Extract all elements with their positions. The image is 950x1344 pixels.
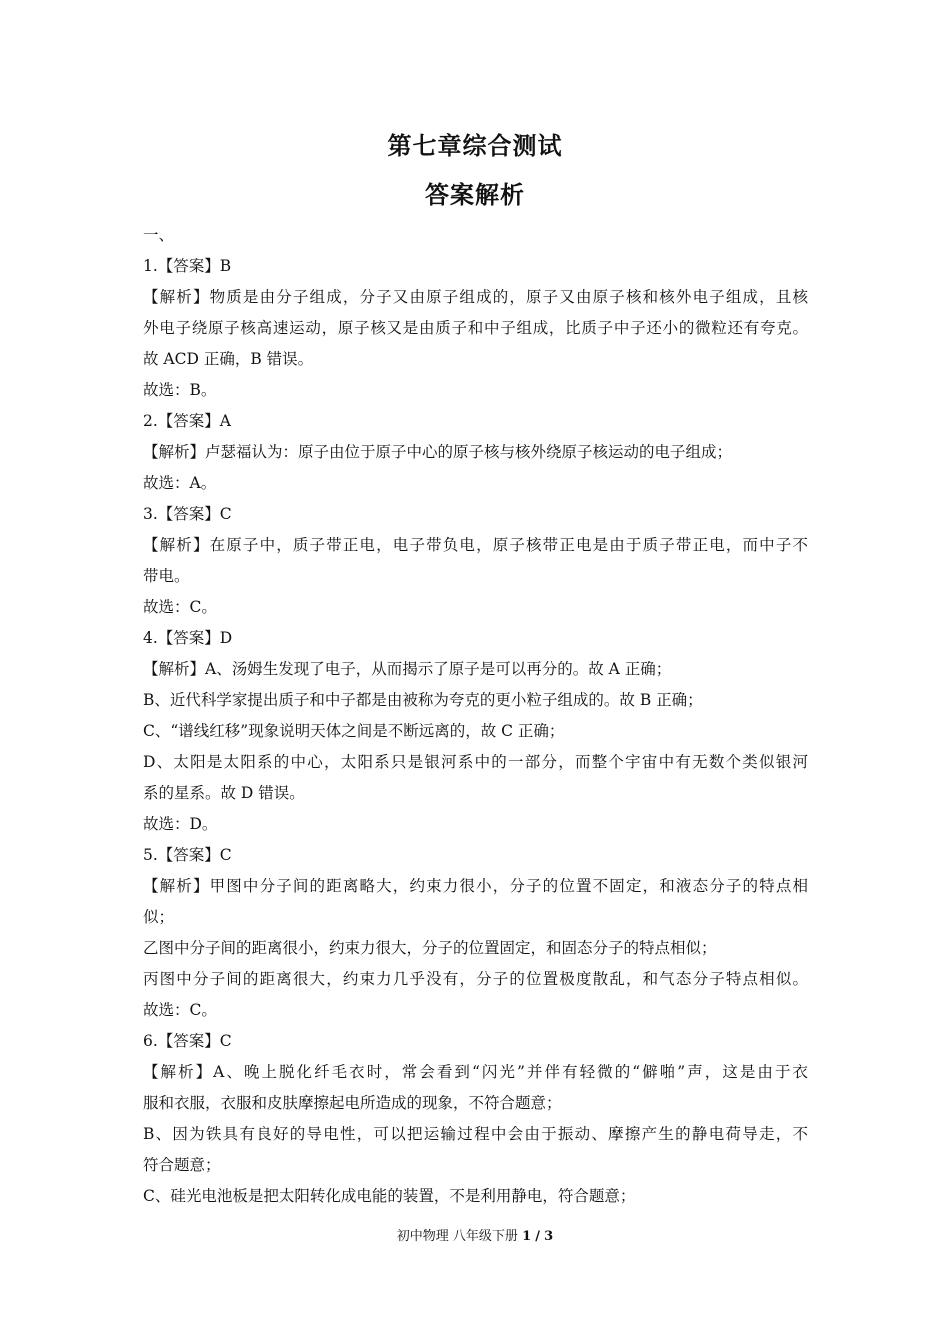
- text-line: 3.【答案】C: [143, 505, 232, 523]
- page-title: 第七章综合测试: [387, 132, 563, 160]
- text-line: 外电子绕原子核高速运动，原子核又是由质子和中子组成，比质子中子还小的微粒还有夸克。: [143, 319, 808, 337]
- page-footer: [0, 1225, 950, 1244]
- text-line: C、硅光电池板是把太阳转化成电能的装置，不是利用静电，符合题意；: [143, 1187, 636, 1205]
- text-line: 系的星系。故 D 错误。: [143, 784, 305, 802]
- text-line: B、因为铁具有良好的导电性，可以把运输过程中会由于振动、摩擦产生的静电荷导走，不: [143, 1125, 808, 1143]
- text-line: 故选：B。: [143, 381, 217, 399]
- text-line: 故 ACD 正确，B 错误。: [143, 350, 314, 368]
- text-line: 一、: [143, 226, 175, 244]
- text-line: 4.【答案】D: [143, 629, 233, 647]
- footer-page-number: 1: [522, 1229, 532, 1244]
- text-line: C、“谱线红移”现象说明天体之间是不断远离的，故 C 正确；: [143, 722, 565, 740]
- text-line: 故选：C。: [143, 598, 217, 616]
- text-line: 丙图中分子间的距离很大，约束力几乎没有，分子的位置极度散乱，和气态分子特点相似。: [143, 970, 808, 988]
- text-line: 2.【答案】A: [143, 412, 231, 430]
- text-line: 【解析】在原子中，质子带正电，电子带负电，原子核带正电是由于质子带正电，而中子不: [143, 536, 808, 554]
- document-body: [143, 220, 808, 1212]
- text-line: B、近代科学家提出质子和中子都是由被称为夸克的更小粒子组成的。故 B 正确；: [143, 691, 703, 709]
- text-line: 【解析】卢瑟福认为：原子由位于原子中心的原子核与核外绕原子核运动的电子组成；: [143, 443, 733, 461]
- text-line: 【解析】甲图中分子间的距离略大，约束力很小，分子的位置不固定，和液态分子的特点相: [143, 877, 808, 895]
- footer-separator: /: [535, 1229, 541, 1244]
- text-line: 【解析】物质是由分子组成，分子又由原子组成的，原子又由原子核和核外电子组成，且核: [143, 288, 808, 306]
- text-line: 故选：C。: [143, 1001, 217, 1019]
- text-line: 【解析】A、汤姆生发现了电子，从而揭示了原子是可以再分的。故 A 正确；: [143, 660, 672, 678]
- text-line: 1.【答案】B: [143, 257, 232, 275]
- text-line: D、太阳是太阳系的中心，太阳系只是银河系中的一部分，而整个宇宙中有无数个类似银河: [143, 753, 808, 771]
- text-line: 5.【答案】C: [143, 846, 232, 864]
- text-line: 似；: [143, 908, 175, 926]
- text-line: 故选：D。: [143, 815, 218, 833]
- footer-page-total: 3: [544, 1229, 554, 1244]
- text-line: 【解析】A、晚上脱化纤毛衣时，常会看到“闪光”并伴有轻微的“僻啪”声，这是由于衣: [143, 1063, 808, 1081]
- text-line: 故选：A。: [143, 474, 217, 492]
- page-subtitle: 答案解析: [425, 181, 525, 209]
- text-line: 6.【答案】C: [143, 1032, 232, 1050]
- text-line: 乙图中分子间的距离很小，约束力很大，分子的位置固定，和固态分子的特点相似；: [143, 939, 717, 957]
- text-line: 服和衣服，衣服和皮肤摩擦起电所造成的现象，不符合题意；: [143, 1094, 562, 1112]
- footer-label: 初中物理 八年级下册: [396, 1229, 518, 1244]
- text-line: 符合题意；: [143, 1156, 221, 1174]
- text-line: 带电。: [143, 567, 190, 585]
